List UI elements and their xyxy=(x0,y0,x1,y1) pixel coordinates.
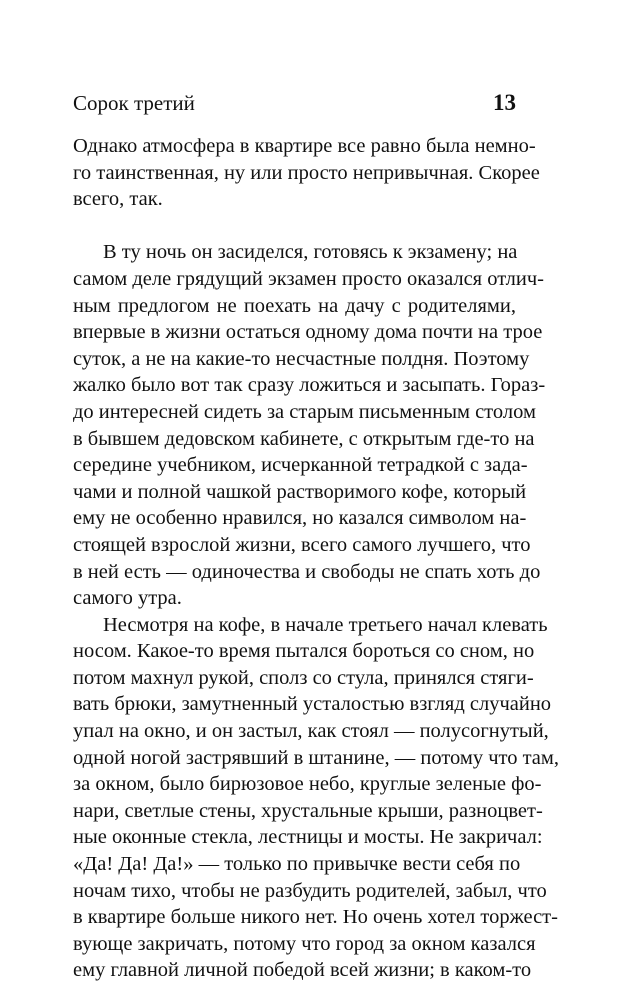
text-line: ему не особенно нравился, но казался символом на- xyxy=(73,507,527,530)
text-line: до интересней сидеть за старым письменным столом xyxy=(73,400,536,423)
text-line: в ней есть — одиночества и свободы не спать хоть до xyxy=(73,560,541,583)
text-line: ему главной личной победой всей жизни; в каком-то xyxy=(73,959,532,982)
text-line: го таинственная, ну или просто непривычная. Скорее xyxy=(73,161,540,184)
text-line: в квартире больше никого нет. Но очень хотел торжест- xyxy=(73,906,558,929)
paragraph-spacer xyxy=(73,213,516,240)
text-line: Несмотря на кофе, в начале третьего начал клевать xyxy=(103,613,548,636)
text-line: упал на окно, и он застыл, как стоял — полусогнутый, xyxy=(73,720,549,743)
text-line: вующе закричать, потому что город за окном казался xyxy=(73,932,536,955)
text-line: ным предлогом не поехать на дачу с родителями, xyxy=(73,294,516,317)
text-line: ночам тихо, чтобы не разбудить родителей, забыл, что xyxy=(73,879,547,902)
text-line: всего, так. xyxy=(73,188,163,211)
text-line: стоящей взрослой жизни, всего самого лучшего, что xyxy=(73,533,531,556)
text-line: вать брюки, замутненный усталостью взгляд случайно xyxy=(73,693,552,716)
page-number: 13 xyxy=(493,90,516,115)
text-line: суток, а не на какие-то несчастные полдня. Поэтому xyxy=(73,347,530,370)
text-line: потом махнул рукой, сполз со стула, принялся стяги- xyxy=(73,666,534,689)
text-line: нари, светлые стены, хрустальные крыши, разноцвет- xyxy=(73,799,543,822)
text-line: впервые в жизни остаться одному дома почти на трое xyxy=(73,321,543,344)
text-line: жалко было вот так сразу ложиться и засыпать. Гораз- xyxy=(73,374,546,397)
text-line: носом. Какое-то время пытался бороться со сном, но xyxy=(73,640,535,663)
paragraph-3 xyxy=(73,612,559,984)
text-line: за окном, было бирюзовое небо, круглые зеленые фо- xyxy=(73,773,542,796)
text-line: В ту ночь он засиделся, готовясь к экзамену; на xyxy=(103,241,518,264)
text-line: самом деле грядущий экзамен просто оказался отлич- xyxy=(73,267,544,290)
paragraph-2 xyxy=(73,239,546,611)
page-header xyxy=(73,86,516,120)
text-line: чами и полной чашкой растворимого кофе, который xyxy=(73,480,527,503)
text-line: ные оконные стекла, лестницы и мосты. Не закричал: xyxy=(73,826,543,849)
text-line: середине учебником, исчерканной тетрадкой с зада- xyxy=(73,454,528,477)
text-line: Однако атмосфера в квартире все равно была немно- xyxy=(73,135,536,157)
text-line: «Да! Да! Да!» — только по привычке вести себя по xyxy=(73,853,521,876)
text-line: в бывшем дедовском кабинете, с открытым где-то на xyxy=(73,427,535,450)
paragraph-1 xyxy=(73,133,540,213)
body-text xyxy=(73,133,559,984)
text-line: самого утра. xyxy=(73,587,182,610)
text-line: одной ногой застрявший в штанине, — потому что там, xyxy=(73,746,559,769)
running-title: Сорок третий xyxy=(73,91,195,115)
